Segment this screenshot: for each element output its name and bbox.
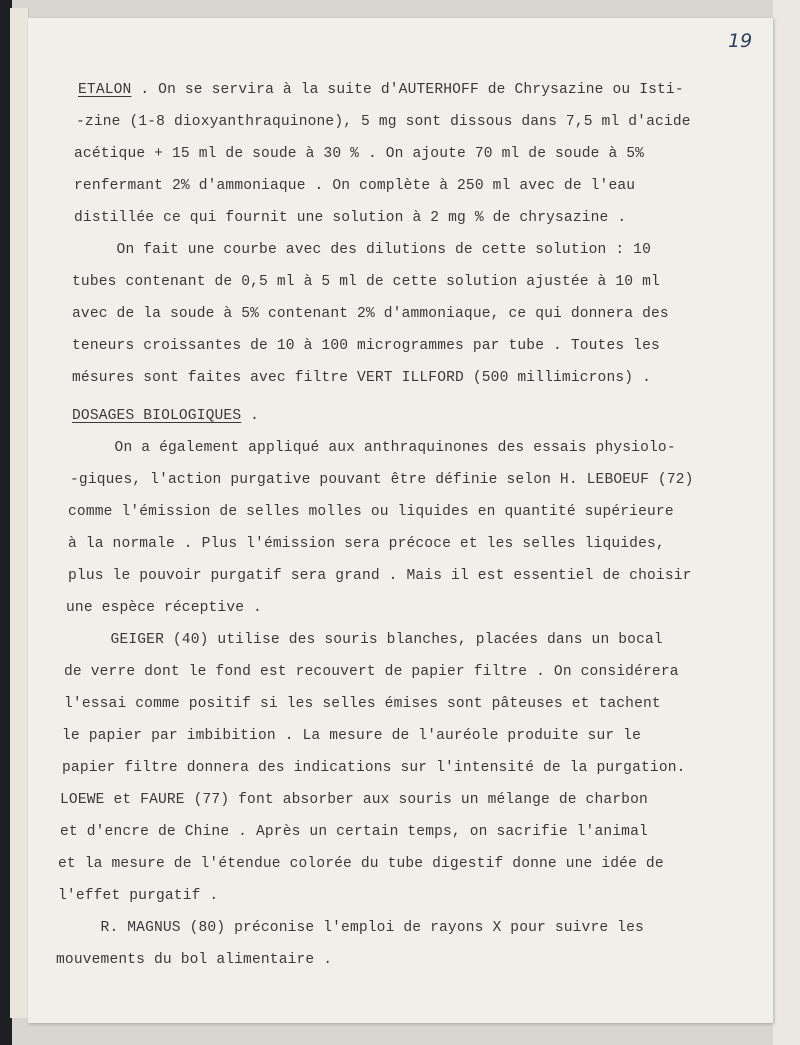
text-line: teneurs croissantes de 10 à 100 microgrammes par tube . Toutes les: [72, 338, 660, 354]
text-line: tubes contenant de 0,5 ml à 5 ml de cette solution ajustée à 10 ml: [72, 274, 660, 290]
text-line: de verre dont le fond est recouvert de papier filtre . On considérera: [64, 664, 679, 680]
heading-etalon: ETALON: [78, 82, 132, 98]
text-line: [72, 406, 259, 426]
text-line: -zine (1-8 dioxyanthraquinone), 5 mg sont dissous dans 7,5 ml d'acide: [76, 114, 691, 130]
underlying-sheet: [10, 8, 29, 1018]
text-line: LOEWE et FAURE (77) font absorber aux souris un mélange de charbon: [60, 792, 648, 808]
text-line: -giques, l'action purgative pouvant être définie selon H. LEBOEUF (72): [70, 472, 694, 488]
text-line: avec de la soude à 5% contenant 2% d'ammoniaque, ce qui donnera des: [72, 306, 669, 322]
text-line: On a également appliqué aux anthraquinones des essais physiolo-: [70, 440, 676, 456]
document-page: [28, 18, 773, 1023]
page-number: 19: [728, 30, 753, 52]
text-line: papier filtre donnera des indications sur l'intensité de la purgation.: [62, 760, 686, 776]
text-line: à la normale . Plus l'émission sera précoce et les selles liquides,: [68, 536, 665, 552]
text-line-rest: . On se servira à la suite d'AUTERHOFF de Chrysazine ou Isti-: [131, 82, 684, 98]
text-line: une espèce réceptive .: [66, 600, 262, 616]
text-line: et d'encre de Chine . Après un certain temps, on sacrifie l'animal: [60, 824, 648, 840]
text-line: GEIGER (40) utilise des souris blanches, placées dans un bocal: [66, 632, 663, 648]
text-line: mésures sont faites avec filtre VERT ILLFORD (500 millimicrons) .: [72, 370, 651, 386]
text-line-rest: .: [241, 408, 260, 424]
text-line: plus le pouvoir purgatif sera grand . Mais il est essentiel de choisir: [68, 568, 692, 584]
text-line: [78, 80, 684, 100]
text-line: R. MAGNUS (80) préconise l'emploi de rayons X pour suivre les: [56, 920, 644, 936]
text-line: distillée ce qui fournit une solution à 2 mg % de chrysazine .: [74, 210, 627, 226]
text-line: acétique + 15 ml de soude à 30 % . On ajoute 70 ml de soude à 5%: [74, 146, 645, 162]
text-line: et la mesure de l'étendue colorée du tube digestif donne une idée de: [58, 856, 664, 872]
text-line: mouvements du bol alimentaire .: [56, 952, 333, 968]
text-line: comme l'émission de selles molles ou liquides en quantité supérieure: [68, 504, 674, 520]
heading-dosages-biologiques: DOSAGES BIOLOGIQUES: [72, 408, 242, 424]
background-strip: [773, 0, 800, 1045]
text-line: l'essai comme positif si les selles émises sont pâteuses et tachent: [64, 696, 661, 712]
text-line: le papier par imbibition . La mesure de l'auréole produite sur le: [62, 728, 641, 744]
text-line: On fait une courbe avec des dilutions de cette solution : 10: [72, 242, 651, 258]
text-line: l'effet purgatif .: [58, 888, 219, 904]
text-line: renfermant 2% d'ammoniaque . On complète à 250 ml avec de l'eau: [74, 178, 636, 194]
